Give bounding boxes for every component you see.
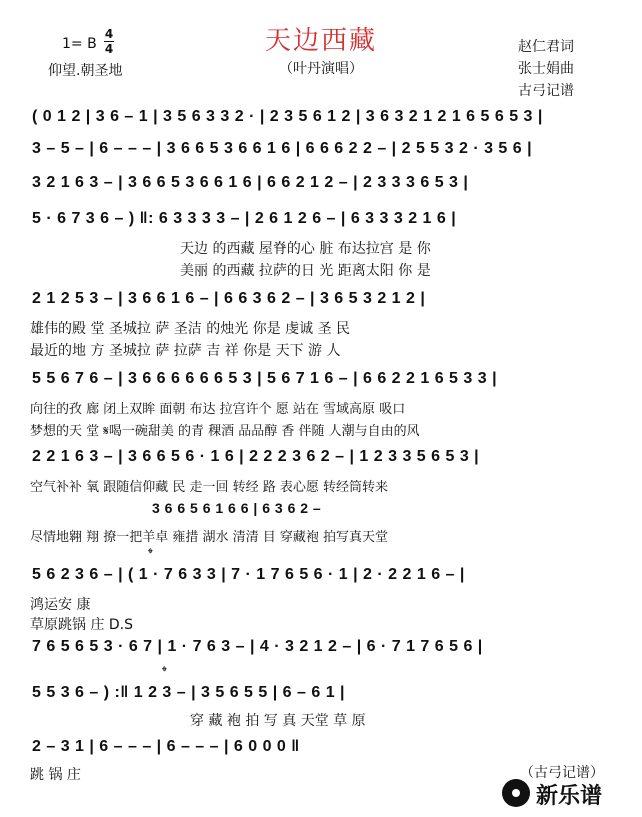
lyricist-credit: 赵仁君词 xyxy=(518,39,574,55)
score-line-7-alt: 3 6 6 5 6 1 6 6 | 6 3 6 2 – xyxy=(152,500,322,516)
score-line-11: 2 – 3 1 | 6 – – – | 6 – – – | 6 0 0 0 ‖ xyxy=(32,738,300,755)
lyric-line-4a: 天边 的西藏 屋脊的心 脏 布达拉宫 是 你 xyxy=(180,241,431,257)
lyric-line-5a: 雄伟的殿 堂 圣城拉 萨 圣洁 的烛光 你是 虔诚 圣 民 xyxy=(30,321,351,337)
score-line-6: 5 5 6 7 6 – | 3 6 6 6 6 6 6 5 3 | 5 6 7 1 6 – | 6 6 2 2 1 6 5 3 3 | xyxy=(32,370,498,387)
site-logo xyxy=(502,777,632,809)
lyric-line-7a: 空气补补 氧 跟随信仰藏 民 走一回 转经 路 表心愿 转经筒转来 xyxy=(30,480,389,495)
score-line-1: ( 0 1 2 | 3 6 – 1 | 3 5 6 3 3 2 · | 2 3 5 6 1 2 | 3 6 3 2 1 2 1 6 5 6 5 3 | xyxy=(32,108,543,125)
score-line-5: 2 1 2 5 3 – | 3 6 6 1 6 – | 6 6 3 6 2 – | 3 6 5 3 2 1 2 | xyxy=(32,290,426,307)
footer-note: （古弓记谱） xyxy=(520,765,604,781)
record-disc-icon xyxy=(502,779,530,807)
coda-sign-2-icon: 𝄌 xyxy=(162,664,167,680)
lyric-line-8b: 草原跳锅 庄 D.S xyxy=(30,617,134,633)
score-line-3: 3 2 1 6 3 – | 3 6 6 5 3 6 6 1 6 | 6 6 2 1 2 – | 2 3 3 3 6 5 3 | xyxy=(32,174,469,191)
logo-text: 新乐谱 xyxy=(536,784,603,809)
time-signature-top: 4 xyxy=(104,27,114,41)
lyric-line-6b: 梦想的天 堂 𝄋喝一碗甜美 的青 稞酒 品品醇 香 伴随 人潮与自由的风 xyxy=(30,424,420,439)
lyric-line-6a: 向往的孜 廊 闭上双眸 面朝 布达 拉宫许个 愿 站在 雪域高原 吸口 xyxy=(30,402,406,417)
song-title: 天边西藏 xyxy=(264,26,377,56)
performer-subtitle: （叶丹演唱） xyxy=(279,61,363,77)
time-signature-bottom: 4 xyxy=(104,42,114,56)
expression-mark: 仰望.朝圣地 xyxy=(48,63,123,79)
lyric-line-10: 穿 藏 袍 拍 写 真 天堂 草 原 xyxy=(190,713,366,729)
key-signature: 1= B xyxy=(62,36,97,52)
time-signature xyxy=(104,28,114,55)
score-line-9: 7 6 5 6 5 3 · 6 7 | 1 · 7 6 3 – | 4 · 3 2 1 2 – | 6 · 7 1 7 6 5 6 | xyxy=(32,638,483,655)
lyric-line-8a: 鸿运安 康 xyxy=(30,597,91,613)
lyric-line-4b: 美丽 的西藏 拉萨的日 光 距离太阳 你 是 xyxy=(180,263,431,279)
score-line-8: 5 6 2 3 6 – | ( 1 · 7 6 3 3 | 7 · 1 7 6 5 6 · 1 | 2 · 2 2 1 6 – | xyxy=(32,566,465,583)
score-line-7: 2 2 1 6 3 – | 3 6 6 5 6 · 1 6 | 2 2 2 3 6 2 – | 1 2 3 3 5 6 5 3 | xyxy=(32,448,480,465)
score-line-4: 5 · 6 7 3 6 – ) ‖: 6 3 3 3 3 – | 2 6 1 2 6 – | 6 3 3 3 2 1 6 | xyxy=(32,210,457,227)
lyric-line-5b: 最近的地 方 圣城拉 萨 拉萨 吉 祥 你是 天下 游 人 xyxy=(30,343,341,359)
score-line-2: 3 – 5 – | 6 – – – | 3 6 6 5 3 6 6 1 6 | 6 6 6 2 2 – | 2 5 5 3 2 · 3 5 6 | xyxy=(32,140,533,157)
coda-sign-icon: 𝄌 xyxy=(148,546,153,562)
lyric-line-7b: 尽情地翱 翔 撩一把羊卓 雍措 湖水 清清 目 穿藏袍 拍写真天堂 xyxy=(30,530,389,545)
transcriber-credit: 古弓记谱 xyxy=(518,83,574,99)
lyric-line-11: 跳 锅 庄 xyxy=(30,767,81,783)
score-line-10: 5 5 3 6 – ) :‖ 1 2 3 – | 3 5 6 5 5 | 6 – 6 1 | xyxy=(32,684,346,701)
composer-credit: 张士娟曲 xyxy=(518,61,574,77)
